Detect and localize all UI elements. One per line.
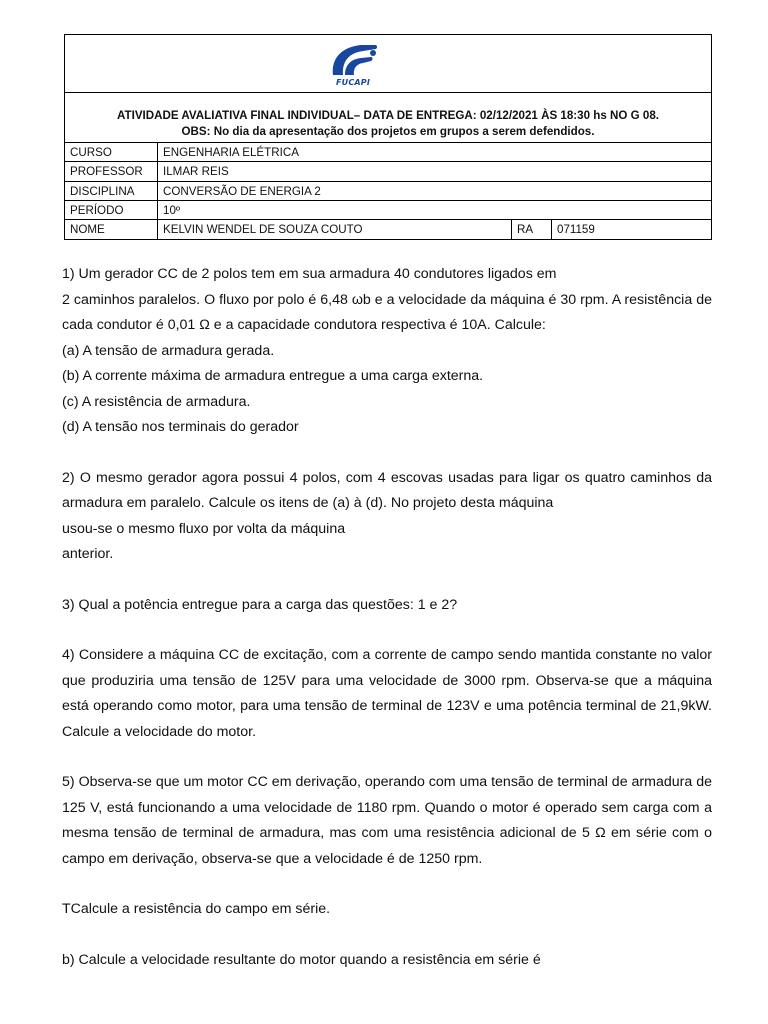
value-nome: KELVIN WENDEL DE SOUZA COUTO	[158, 220, 512, 239]
activity-title	[65, 93, 711, 143]
q3: 3) Qual a potência entregue para a carga das questões: 1 e 2?	[62, 596, 458, 613]
q5: 5) Observa-se que um motor CC em derivação, operando com uma tensão de terminal de armadura de 125 V, está funcionando a uma velocidade de 1180 rpm. Quando o motor é operado sem carga com a mesma tensão de terminal de armadura, mas com uma resistência adicional de 5 Ω em série com o campo em derivação, observa-se que a velocidade é de 1250 rpm.	[62, 774, 712, 867]
row-nome	[65, 220, 711, 239]
value-professor: ILMAR REIS	[163, 165, 229, 179]
value-ra: 071159	[557, 223, 595, 237]
q1-item-a: (a) A tensão de armadura gerada.	[62, 342, 275, 359]
q5-part-b: b) Calcule a velocidade resultante do motor quando a resistência em série é	[62, 951, 541, 968]
fucapi-logo	[327, 41, 379, 89]
row-disciplina	[65, 182, 711, 201]
value-disciplina: CONVERSÃO DE ENERGIA 2	[163, 184, 321, 198]
q2-line2: usou-se o mesmo fluxo por volta da máquina	[62, 520, 346, 537]
q4: 4) Considere a máquina CC de excitação, com a corrente de campo sendo mantida constante no valor que produziria uma tensão de 125V para uma velocidade de 3000 rpm. Observa-se que a máquina está operando como motor, para uma tensão de terminal de 123V e uma potência terminal de 21,9kW. Calcule a velocidade do motor.	[62, 647, 712, 740]
q5-part-a: TCalcule a resistência do campo em série.	[62, 901, 331, 917]
fucapi-logo-icon	[327, 41, 379, 77]
questions-body	[62, 262, 712, 973]
logo-text: FUCAPI	[335, 78, 371, 87]
title-line-2: OBS: No dia da apresentação dos projetos em grupos a serem defendidos.	[181, 125, 595, 138]
label-disciplina: DISCIPLINA	[65, 182, 158, 200]
value-curso: ENGENHARIA ELÉTRICA	[163, 146, 299, 159]
row-curso	[65, 143, 711, 162]
q1-item-b: (b) A corrente máxima de armadura entregue a uma carga externa.	[62, 368, 484, 384]
q1-line1: 1) Um gerador CC de 2 polos tem em sua armadura 40 condutores ligados em	[62, 266, 557, 282]
q1-item-c: (c) A resistência de armadura.	[62, 393, 251, 410]
value-periodo: 10º	[163, 203, 181, 217]
label-ra: RA	[512, 220, 552, 239]
header-table	[64, 34, 712, 240]
title-line-1: ATIVIDADE AVALIATIVA FINAL INDIVIDUAL– DATA DE ENTREGA: 02/12/2021 ÀS 18:30 hs NO G 08.	[117, 109, 659, 122]
label-periodo: PERÍODO	[65, 201, 158, 219]
label-curso: CURSO	[65, 143, 158, 161]
q2-line3: anterior.	[62, 546, 114, 562]
label-professor: PROFESSOR	[65, 162, 158, 180]
q2-body: 2) O mesmo gerador agora possui 4 polos, com 4 escovas usadas para ligar os quatro caminhos da armadura em paralelo. Calcule os itens de (a) à (d). No projeto desta máquina	[62, 469, 712, 511]
row-professor	[65, 162, 711, 181]
q1-body: 2 caminhos paralelos. O fluxo por polo é 6,48 ωb e a velocidade da máquina é 30 rpm. A resistência de cada condutor é 0,01 Ω e a capacidade condutora respectiva é 10A. Calcule:	[62, 291, 712, 333]
q1-item-d: (d) A tensão nos terminais do gerador	[62, 419, 299, 435]
row-periodo	[65, 201, 711, 220]
logo-cell	[65, 35, 711, 93]
label-nome: NOME	[65, 220, 158, 239]
